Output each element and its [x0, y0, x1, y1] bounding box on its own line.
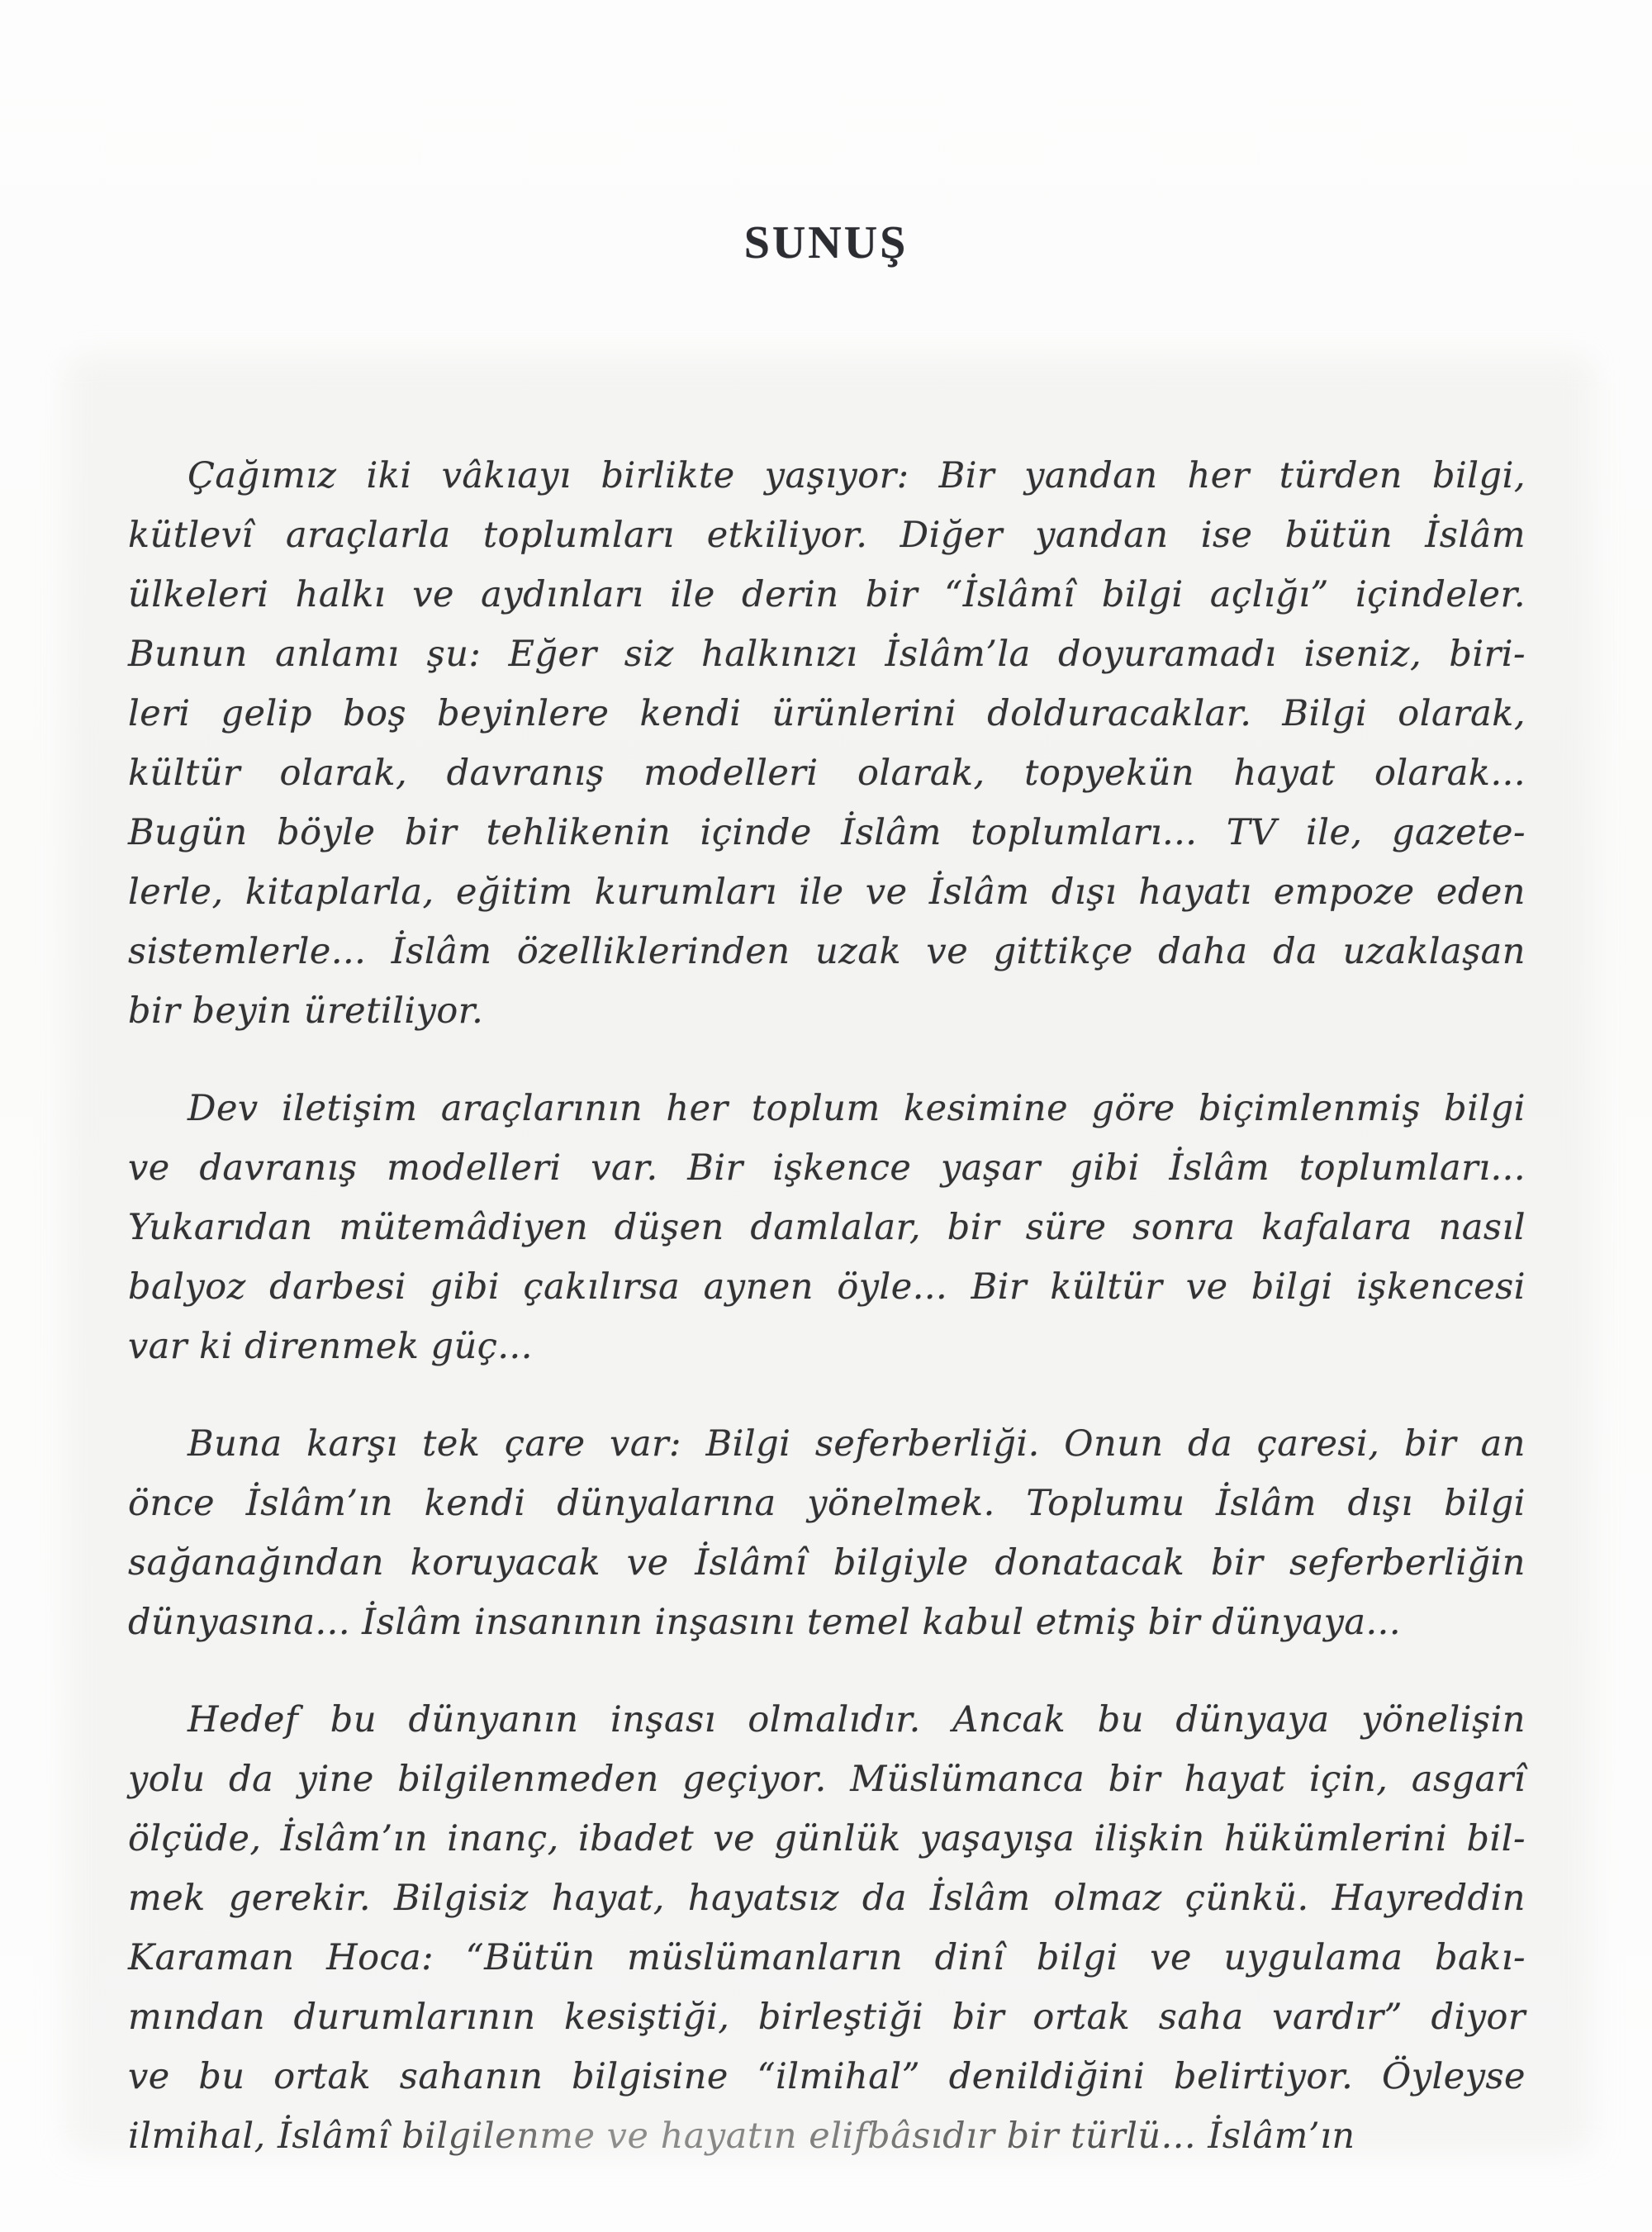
text-line: dünyasına... İslâm insanının inşasını temel kabul etmiş bir dünyaya...	[128, 1602, 1402, 1643]
text-line: lerle, kitaplarla, eğitim kurumları ile ve İslâm dışı hayatı empoze eden	[128, 871, 1526, 913]
text-line: Dev iletişim araçlarının her toplum kesimine göre biçimlenmiş bilgi	[188, 1088, 1526, 1129]
text-line: sağanağından koruyacak ve İslâmî bilgiyle donatacak bir seferberliğin	[128, 1542, 1526, 1584]
text-line: ilmihal, İslâmî bilgilenme ve hayatın elifbâsıdır bir türlü... İslâm’ın	[128, 2106, 1526, 2166]
text-line: ve davranış modelleri var. Bir işkence yaşar gibi İslâm toplumları...	[128, 1147, 1526, 1189]
text-line: ölçüde, İslâm’ın inanç, ibadet ve günlük yaşayışa ilişkin hükümlerini bil-	[128, 1818, 1526, 1859]
text-line: ülkeleri halkı ve aydınları ile derin bir “İslâmî bilgi açlığı” içindeler.	[128, 574, 1526, 615]
paragraph	[128, 1690, 1526, 2166]
text-line: bir beyin üretiliyor.	[128, 990, 484, 1032]
paragraph	[128, 1414, 1526, 1652]
text-line: kültür olarak, davranış modelleri olarak, topyekün hayat olarak...	[128, 753, 1526, 794]
text-line: balyoz darbesi gibi çakılırsa aynen öyle... Bir kültür ve bilgi işkencesi	[128, 1266, 1526, 1308]
text-line: mından durumlarının kesiştiği, birleştiği bir ortak saha vardır” diyor	[128, 1997, 1526, 2038]
text-line: mek gerekir. Bilgisiz hayat, hayatsız da İslâm olmaz çünkü. Hayreddin	[128, 1878, 1526, 1919]
text-line: Bugün böyle bir tehlikenin içinde İslâm toplumları... TV ile, gazete-	[128, 812, 1526, 853]
paragraph	[128, 1079, 1526, 1376]
text-line: Çağımız iki vâkıayı birlikte yaşıyor: Bir yandan her türden bilgi,	[188, 455, 1526, 496]
text-line: yolu da yine bilgilenmeden geçiyor. Müslümanca bir hayat için, asgarî	[128, 1759, 1526, 1800]
text-line: ve bu ortak sahanın bilgisine “ilmihal” denildiğini belirtiyor. Öyleyse	[128, 2056, 1526, 2097]
text-line: önce İslâm’ın kendi dünyalarına yönelmek. Toplumu İslâm dışı bilgi	[128, 1483, 1526, 1524]
text-line: Buna karşı tek çare var: Bilgi seferberliği. Onun da çaresi, bir an	[188, 1423, 1526, 1465]
paragraph	[128, 446, 1526, 1041]
text-line: sistemlerle... İslâm özelliklerinden uzak ve gittikçe daha da uzaklaşan	[128, 931, 1526, 972]
text-line: Hedef bu dünyanın inşası olmalıdır. Ancak bu dünyaya yönelişin	[188, 1699, 1526, 1740]
body-text	[128, 446, 1526, 2166]
page-title: SUNUŞ	[743, 217, 909, 268]
text-line: Bunun anlamı şu: Eğer siz halkınızı İslâm’la doyuramadı iseniz, biri-	[128, 634, 1526, 675]
text-line: Yukarıdan mütemâdiyen düşen damlalar, bir süre sonra kafalara nasıl	[128, 1207, 1526, 1248]
text-line: var ki direnmek güç...	[128, 1326, 533, 1367]
text-line: kütlevî araçlarla toplumları etkiliyor. Diğer yandan ise bütün İslâm	[128, 515, 1526, 556]
text-line: Karaman Hoca: “Bütün müslümanların dinî bilgi ve uygulama bakı-	[128, 1937, 1526, 1978]
text-line: leri gelip boş beyinlere kendi ürünlerini dolduracaklar. Bilgi olarak,	[128, 693, 1526, 734]
